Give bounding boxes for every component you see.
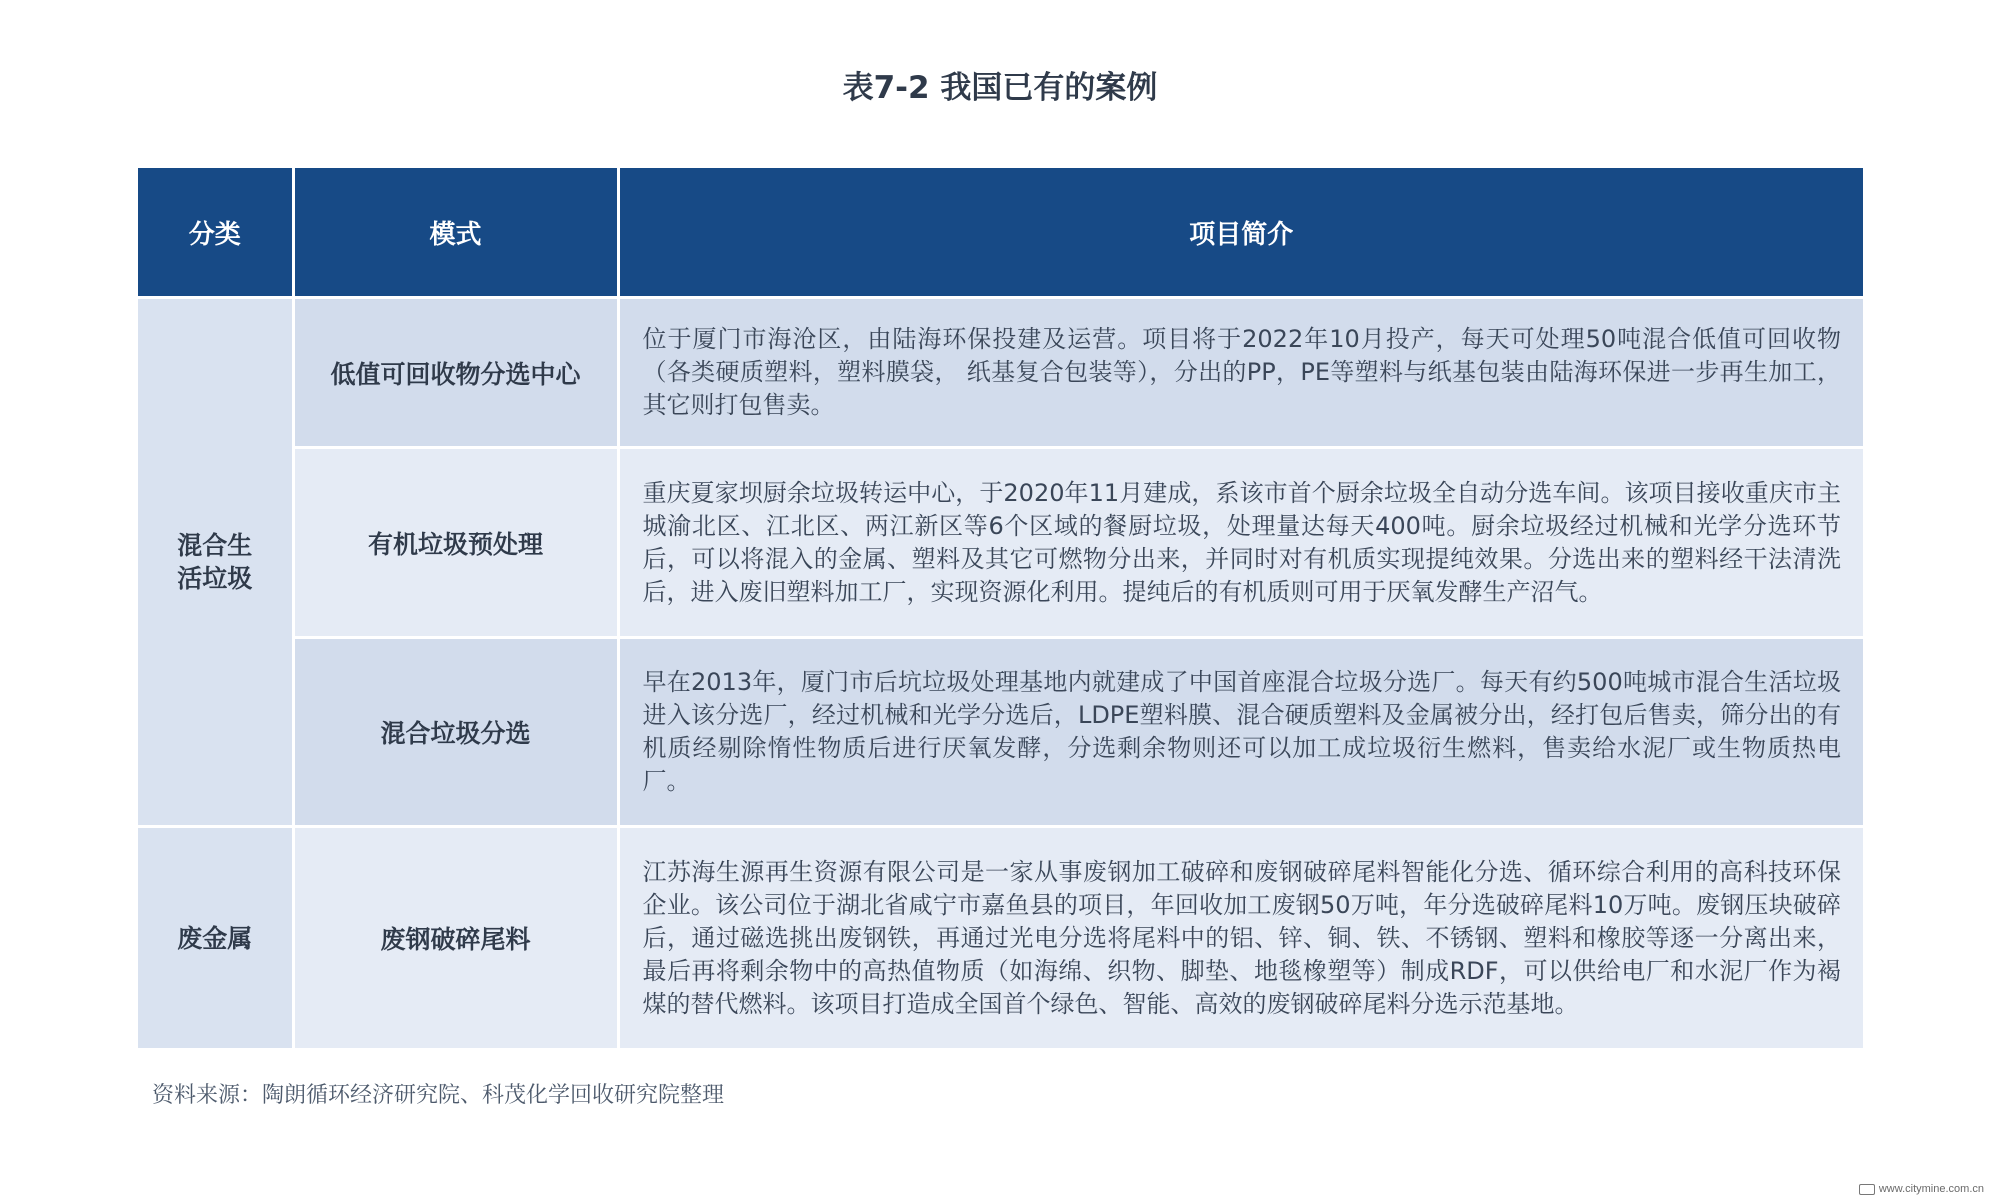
mode-cell: 混合垃圾分选 (293, 638, 618, 827)
table-header-row (138, 168, 1863, 298)
table-row (138, 448, 1863, 638)
logo-icon (1859, 1184, 1875, 1195)
mode-cell: 有机垃圾预处理 (293, 448, 618, 638)
description-cell: 位于厦门市海沧区，由陆海环保投建及运营。项目将于2022年10月投产，每天可处理50吨混合低值可回收物（各类硬质塑料，塑料膜袋， 纸基复合包装等），分出的PP，PE等塑料与纸基包装由陆海环保进一步再生加工，其它则打包售卖。 (618, 298, 1863, 448)
header-description: 项目简介 (618, 168, 1863, 298)
page-title: 表7-2 我国已有的案例 (842, 70, 1158, 106)
watermark-text: www.citymine.com.cn (1878, 1183, 1984, 1195)
description-cell: 江苏海生源再生资源有限公司是一家从事废钢加工破碎和废钢破碎尾料智能化分选、循环综合利用的高科技环保企业。该公司位于湖北省咸宁市嘉鱼县的项目，年回收加工废钢50万吨，年分选破碎尾料10万吨。废钢压块破碎后，通过磁选挑出废钢铁，再通过光电分选将尾料中的铝、锌、铜、铁、不锈钢、塑料和橡胶等逐一分离出来，最后再将剩余物中的高热值物质（如海绵、织物、脚垫、地毯橡塑等）制成RDF，可以供给电厂和水泥厂作为褐煤的替代燃料。该项目打造成全国首个绿色、智能、高效的废钢破碎尾料分选示范基地。 (618, 827, 1863, 1050)
mode-cell: 废钢破碎尾料 (293, 827, 618, 1050)
header-mode: 模式 (293, 168, 618, 298)
watermark (1859, 1183, 1984, 1195)
table-row (138, 298, 1863, 448)
source-note: 资料来源：陶朗循环经济研究院、科茂化学回收研究院整理 (152, 1083, 725, 1108)
header-category: 分类 (138, 168, 293, 298)
description-cell: 重庆夏家坝厨余垃圾转运中心，于2020年11月建成，系该市首个厨余垃圾全自动分选车间。该项目接收重庆市主城渝北区、江北区、两江新区等6个区域的餐厨垃圾，处理量达每天400吨。厨余垃圾经过机械和光学分选环节后，可以将混入的金属、塑料及其它可燃物分出来，并同时对有机质实现提纯效果。分选出来的塑料经干法清洗后，进入废旧塑料加工厂，实现资源化利用。提纯后的有机质则可用于厌氧发酵生产沼气。 (618, 448, 1863, 638)
mode-cell: 低值可回收物分选中心 (293, 298, 618, 448)
category-cell: 混合生活垃圾 (138, 298, 293, 827)
description-cell: 早在2013年，厦门市后坑垃圾处理基地内就建成了中国首座混合垃圾分选厂。每天有约500吨城市混合生活垃圾进入该分选厂，经过机械和光学分选后，LDPE塑料膜、混合硬质塑料及金属被分出，经打包后售卖，筛分出的有机质经剔除惰性物质后进行厌氧发酵，分选剩余物则还可以加工成垃圾衍生燃料，售卖给水泥厂或生物质热电厂。 (618, 638, 1863, 827)
category-cell: 废金属 (138, 827, 293, 1050)
table-row (138, 638, 1863, 827)
table-row (138, 827, 1863, 1050)
case-table (138, 168, 1863, 1051)
